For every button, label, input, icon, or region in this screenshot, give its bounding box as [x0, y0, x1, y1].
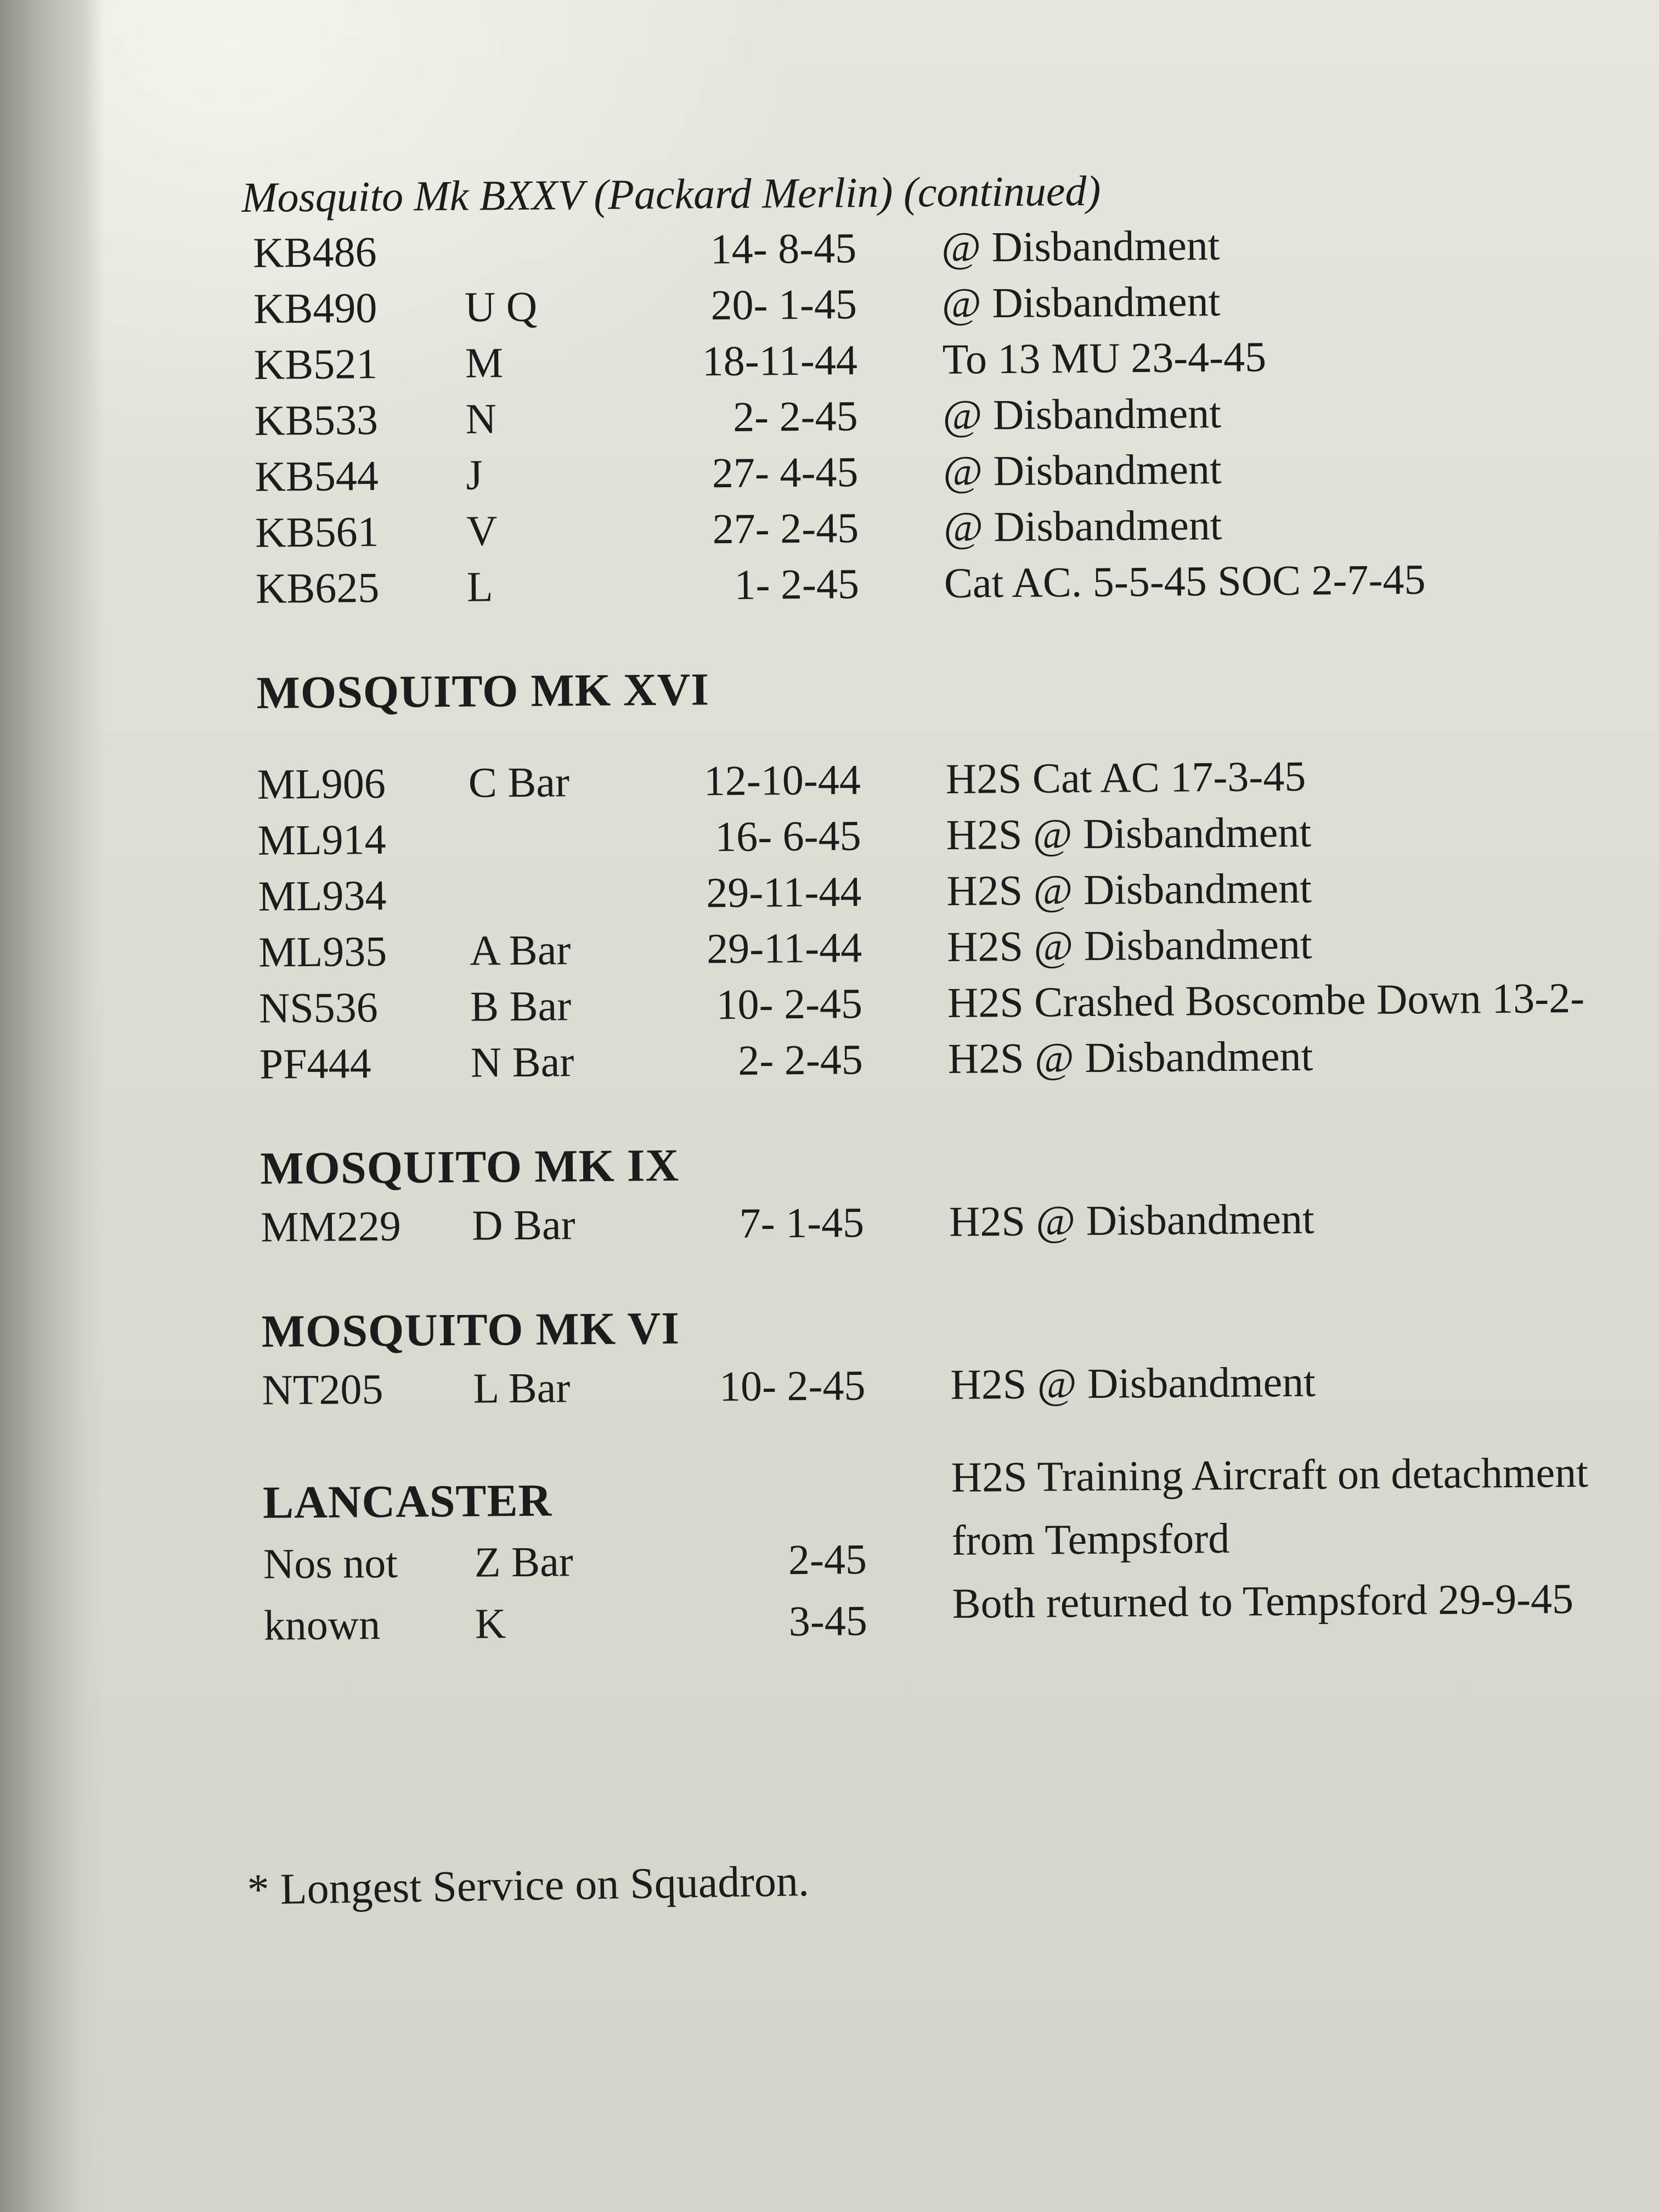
continued-heading: Mosquito Mk BXXV (Packard Merlin) (continued) [241, 166, 1101, 221]
table-row [248, 969, 1653, 1036]
date: 29-11-44 [706, 923, 862, 973]
fate: @ Disbandment [943, 388, 1222, 439]
fate: H2S @ Disbandment [946, 864, 1312, 915]
code-letter: M [465, 338, 504, 387]
aircraft-listing [241, 159, 1657, 1649]
code-letter: A Bar [469, 926, 571, 974]
fate: H2S @ Disbandment [947, 1031, 1313, 1082]
date: 27- 4-45 [712, 448, 859, 497]
table-row [248, 1025, 1653, 1092]
mk-xvi-table [246, 746, 1653, 1092]
table-row [247, 913, 1652, 980]
code-letter: D Bar [471, 1200, 575, 1249]
serial: NT205 [262, 1365, 383, 1414]
table-row [250, 1188, 1655, 1255]
fate: @ Disbandment [943, 444, 1222, 495]
date: 16- 6-45 [714, 811, 861, 861]
code-letter: N Bar [470, 1037, 574, 1086]
note-line: from Tempsford [951, 1514, 1230, 1564]
lancaster-table [252, 1522, 1658, 1656]
serial: KB561 [255, 507, 379, 556]
table-row [242, 270, 1647, 337]
date: 29-11-44 [706, 867, 862, 917]
code-letter: Z Bar [474, 1537, 574, 1586]
fate: To 13 MU 23-4-45 [942, 332, 1267, 383]
fate: H2S @ Disbandment [946, 919, 1312, 970]
serial: KB521 [253, 340, 378, 388]
serial: known [263, 1600, 381, 1649]
section-title-mk-xvi: MOSQUITO MK XVI [256, 664, 710, 719]
serial: NS536 [258, 983, 379, 1032]
serial: KB533 [254, 396, 379, 444]
code-letter: N [465, 394, 497, 443]
fate: H2S Crashed Boscombe Down 13-2- [947, 973, 1585, 1026]
date: 18-11-44 [702, 336, 858, 385]
table-row [252, 1522, 1657, 1595]
code-letter: B Bar [470, 981, 572, 1030]
fate: H2S @ Disbandment [946, 808, 1312, 859]
code-letter: L [466, 562, 493, 611]
date: 2- 2-45 [737, 1035, 864, 1084]
date: 14- 8-45 [710, 224, 857, 273]
fate: H2S Cat AC 17-3-45 [945, 752, 1306, 803]
date: 27- 2-45 [712, 504, 859, 553]
mk-vi-table [251, 1351, 1656, 1418]
code-letter: J [466, 450, 483, 499]
serial: KB544 [255, 452, 379, 500]
code-letter: U Q [464, 282, 538, 331]
table-row [243, 382, 1648, 449]
table-row [245, 550, 1650, 617]
code-letter: C Bar [468, 758, 570, 806]
section-title-lancaster: LANCASTER [262, 1475, 552, 1528]
fate: @ Disbandment [941, 276, 1221, 327]
code-letter: V [466, 506, 498, 555]
serial: ML934 [258, 871, 387, 920]
table-row [244, 494, 1649, 561]
date: 2-45 [788, 1535, 867, 1584]
table-row [242, 326, 1647, 393]
fate: @ Disbandment [943, 500, 1222, 551]
table-row [244, 438, 1649, 505]
fate: Cat AC. 5-5-45 SOC 2-7-45 [944, 555, 1426, 607]
table-row [247, 857, 1652, 924]
date: 7- 1-45 [739, 1198, 865, 1247]
serial: PF444 [259, 1039, 371, 1088]
note-line: H2S Training Aircraft on detachment [951, 1448, 1589, 1501]
date: 2- 2-45 [732, 392, 858, 441]
table-row [246, 802, 1651, 868]
footnote: * Longest Service on Squadron. [247, 1857, 810, 1914]
fate: H2S @ Disbandment [950, 1357, 1316, 1408]
mk-ix-table [250, 1188, 1655, 1255]
date: 10- 2-45 [719, 1361, 866, 1410]
date: 1- 2-45 [734, 560, 860, 608]
date: 20- 1-45 [710, 280, 857, 329]
page-gutter-shadow [0, 0, 104, 2212]
date: 3-45 [788, 1596, 868, 1645]
note-line: Both returned to Tempsford 29-9-45 [952, 1575, 1574, 1627]
serial: KB486 [252, 228, 377, 276]
table-row [242, 214, 1647, 281]
date: 10- 2-45 [716, 979, 863, 1029]
table-row [251, 1351, 1656, 1418]
serial: ML935 [258, 927, 387, 976]
lancaster-section [251, 1440, 1657, 1649]
code-letter: K [475, 1599, 506, 1647]
serial: ML906 [257, 759, 386, 808]
date: 12-10-44 [703, 755, 861, 805]
serial: ML914 [257, 815, 386, 864]
table-row [252, 1584, 1657, 1656]
table-row [246, 746, 1651, 812]
serial: KB625 [255, 563, 380, 612]
bxxv-table [242, 214, 1650, 617]
fate: H2S @ Disbandment [949, 1194, 1314, 1245]
code-letter: L Bar [473, 1363, 571, 1412]
serial: KB490 [253, 284, 377, 332]
serial: MM229 [260, 1201, 402, 1251]
section-title-mk-vi: MOSQUITO MK VI [261, 1302, 680, 1357]
serial: Nos not [263, 1538, 398, 1588]
section-title-mk-ix: MOSQUITO MK IX [259, 1139, 680, 1194]
fate: @ Disbandment [941, 221, 1220, 271]
